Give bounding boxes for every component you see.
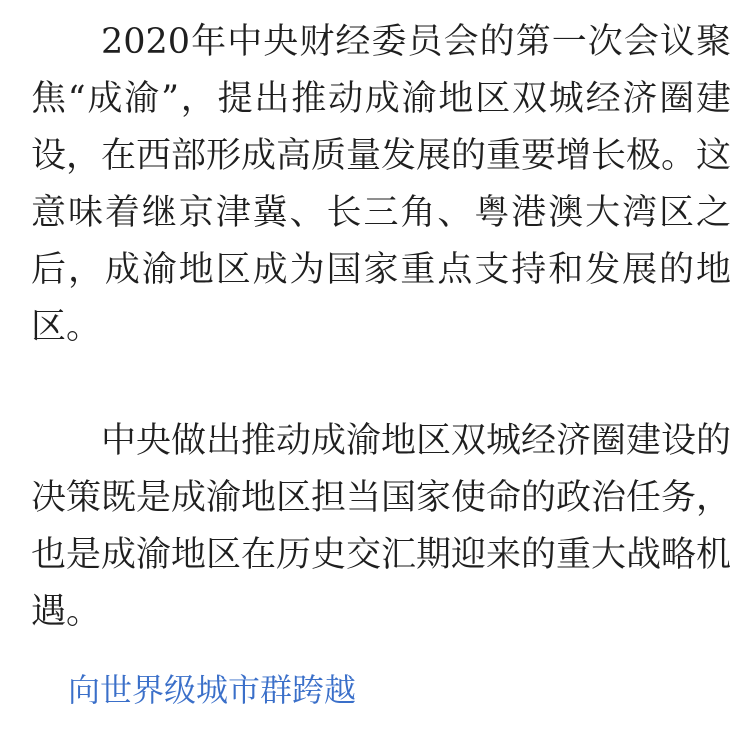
paragraph-1: 2020年中央财经委员会的第一次会议聚焦“成渝”，提出推动成渝地区双城经济圈建设，在西部形成高质量发展的重要增长极。这意味着继京津冀、长三角、粤港澳大湾区之后，成渝地区成为国家重点支持和发展的地区。 — [31, 22, 732, 347]
section-subheading: 向世界级城市群跨越 — [68, 671, 357, 709]
paragraph-2: 中央做出推动成渝地区双城经济圈建设的决策既是成渝地区担当国家使命的政治任务，也是成渝地区在历史交汇期迎来的重大战略机遇。 — [31, 421, 732, 632]
article-body — [31, 14, 731, 641]
